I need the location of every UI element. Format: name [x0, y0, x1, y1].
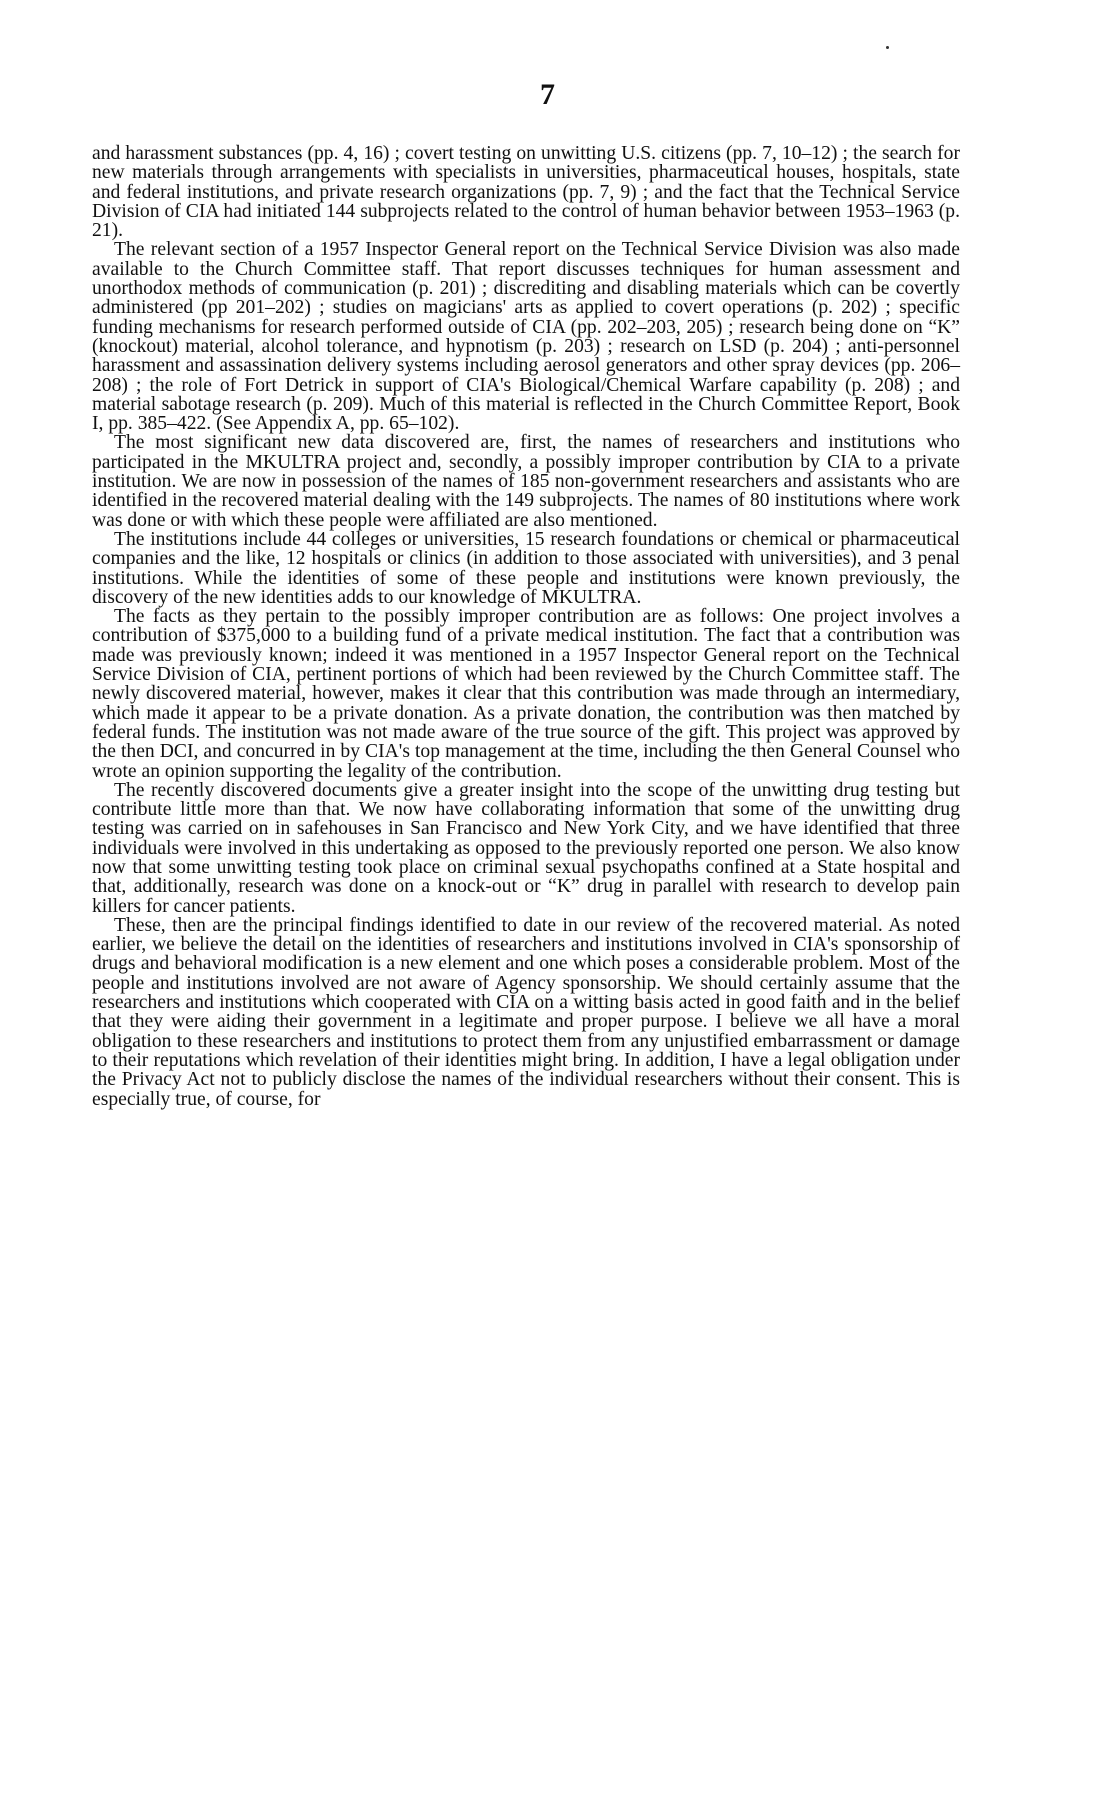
- paragraph-unwitting-drug-testing: The recently discovered documents give a greater insight into the scope of the unwitting drug testing but contribute little more than that. We now have collaborating information that some of the unwitting drug testing was carried on in safehouses in San Francisco and New York City, and we have identified that three individuals were involved in this undertaking as opposed to the previously reported one person. We also know now that some unwitting testing took place on criminal sexual psychopaths confined at a State hospital and that, additionally, research was done on a knock-out or “K” drug in parallel with research to develop pain killers for cancer patients.: [92, 779, 960, 917]
- paragraph-principal-findings: These, then are the principal findings identified to date in our review of the recovered material. As noted earlier, we believe the detail on the identities of researchers and institutions involved in CIA's sponsorship of drugs and behavioral modification is a new element and one which poses a considerable problem. Most of the people and institutions involved are not aware of Agency sponsorship. We should certainly assume that the researchers and institutions which cooperated with CIA on a witting basis acted in good faith and in the belief that they were aiding their government in a legitimate and proper purpose. I believe we all have a moral obligation to these researchers and institutions to protect them from any unjustified embarrassment or damage to their reputations which revelation of their identities might bring. In addition, I have a legal obligation under the Privacy Act not to publicly disclose the names of the individual researchers without their consent. This is especially true, of course, for: [92, 914, 960, 1110]
- stray-mark: [886, 46, 889, 49]
- paragraph-institutions: The institutions include 44 colleges or universities, 15 research foundations or chemical or pharmaceutical companies and the like, 12 hospitals or clinics (in addition to those associated with universities), and 3 penal institutions. While the identities of some of these people and institutions were known previously, the discovery of the new identities adds to our knowledge of MKULTRA.: [92, 528, 960, 608]
- paragraph-significant-new-data: The most significant new data discovered are, first, the names of researchers and institutions who participated in the MKULTRA project and, secondly, a possibly improper contribution by CIA to a private institution. We are now in possession of the names of 185 non-government researchers and assistants who are identified in the recovered material dealing with the 149 subprojects. The names of 80 institutions where work was done or with which these people were affiliated are also mentioned.: [92, 432, 960, 531]
- paragraph-continuation: and harassment substances (pp. 4, 16) ; covert testing on unwitting U.S. citizens (pp. 7, 10–12) ; the search for new materials through arrangements with specialists in universities, pharmaceutical houses, hospitals, state and federal institutions, and private research organizations (pp. 7, 9) ; and the fact that the Technical Service Division of CIA had initiated 144 subprojects related to the control of human behavior between 1953–1963 (p. 21).: [92, 143, 960, 242]
- paragraph-inspector-general-report: The relevant section of a 1957 Inspector General report on the Technical Service Division was also made available to the Church Committee staff. That report discusses techniques for human assessment and unorthodox methods of communication (p. 201) ; discrediting and disabling materials which can be covertly administered (pp 201–202) ; studies on magicians' arts as applied to covert operations (p. 202) ; specific funding mechanisms for research performed outside of CIA (pp. 202–203, 205) ; research being done on “K” (knockout) material, alcohol tolerance, and hypnotism (p. 203) ; research on LSD (p. 204) ; anti-personnel harassment and assassination delivery systems including aerosol generators and other spray devices (pp. 206–208) ; the role of Fort Detrick in support of CIA's Biological/Chemical Warfare capability (p. 208) ; and material sabotage research (p. 209). Much of this material is reflected in the Church Committee Report, Book I, pp. 385–422. (See Appendix A, pp. 65–102).: [92, 239, 960, 435]
- page-number: 7: [540, 78, 556, 111]
- body-text: [92, 144, 960, 1109]
- paragraph-improper-contribution: The facts as they pertain to the possibly improper contribution are as follows: One project involves a contribution of $375,000 to a building fund of a private medical institution. The fact that a contribution was made was previously known; indeed it was mentioned in a 1957 Inspector General report on the Technical Service Division of CIA, pertinent portions of which had been reviewed by the Church Committee staff. The newly discovered material, however, makes it clear that this contribution was made through an intermediary, which made it appear to be a private donation. As a private donation, the contribution was then matched by federal funds. The institution was not made aware of the true source of the gift. This project was approved by the then DCI, and concurred in by CIA's top management at the time, including the then General Counsel who wrote an opinion supporting the legality of the contribution.: [92, 606, 960, 782]
